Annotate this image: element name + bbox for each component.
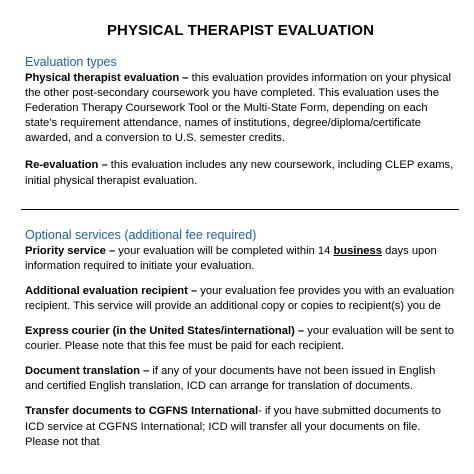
re-evaluation-paragraph bbox=[25, 158, 456, 188]
physical-therapist-evaluation-paragraph bbox=[25, 71, 456, 146]
paragraph-text: days upon information required to initiate your evaluation. bbox=[25, 244, 437, 272]
term-label: Document translation – bbox=[25, 365, 150, 378]
optional-services-heading: Optional services (additional fee required) bbox=[25, 227, 257, 242]
term-label: Additional evaluation recipient – bbox=[25, 284, 198, 297]
additional-recipient-paragraph bbox=[25, 284, 456, 314]
term-label: Transfer documents to CGFNS International bbox=[25, 405, 259, 418]
paragraph-text: your evaluation will be sent to courier. Please note that this fee must be paid for each recipient. bbox=[25, 325, 455, 353]
term-label: Priority service – bbox=[25, 244, 116, 257]
express-courier-paragraph bbox=[25, 324, 456, 354]
paragraph-text: your evaluation will be completed within 14 bbox=[115, 244, 334, 257]
page-title: PHYSICAL THERAPIST EVALUATION bbox=[106, 22, 375, 39]
paragraph-text: if any of your documents have not been issued in English and certified English translation, ICD can arrange for translation of documents. bbox=[25, 365, 436, 393]
paragraph-text: - if you have submitted documents to ICD service at CGFNS International; ICD will transfer all your documents on file. Please not that bbox=[25, 405, 441, 448]
term-label: Physical therapist evaluation – bbox=[25, 72, 189, 84]
priority-service-paragraph bbox=[25, 244, 456, 274]
transfer-documents-paragraph bbox=[25, 404, 456, 449]
evaluation-types-heading: Evaluation types bbox=[25, 55, 117, 69]
paragraph-text: this evaluation provides information on your physical the other post-secondary coursework you have completed. This evaluation uses the Federation Therapy Coursework Tool or the Multi-State Form, depending on each state’s requirement attendance, names of institutions, degree/diploma/certificate awarded, and a conversion to U.S. semester credits. bbox=[25, 72, 451, 145]
term-label: Re-evaluation – bbox=[25, 159, 108, 172]
business-emphasis: business bbox=[333, 244, 382, 257]
term-label: Express courier (in the United States/international) – bbox=[25, 325, 305, 338]
paragraph-text: your evaluation fee provides you with an evaluation recipient. This service will provide an additional copy or copies to recipient(s) you de bbox=[25, 284, 455, 312]
paragraph-text: this evaluation includes any new coursework, including CLEP exams, initial physical therapist evaluation. bbox=[25, 159, 454, 187]
document-translation-paragraph bbox=[25, 364, 456, 394]
section-divider bbox=[21, 209, 459, 210]
